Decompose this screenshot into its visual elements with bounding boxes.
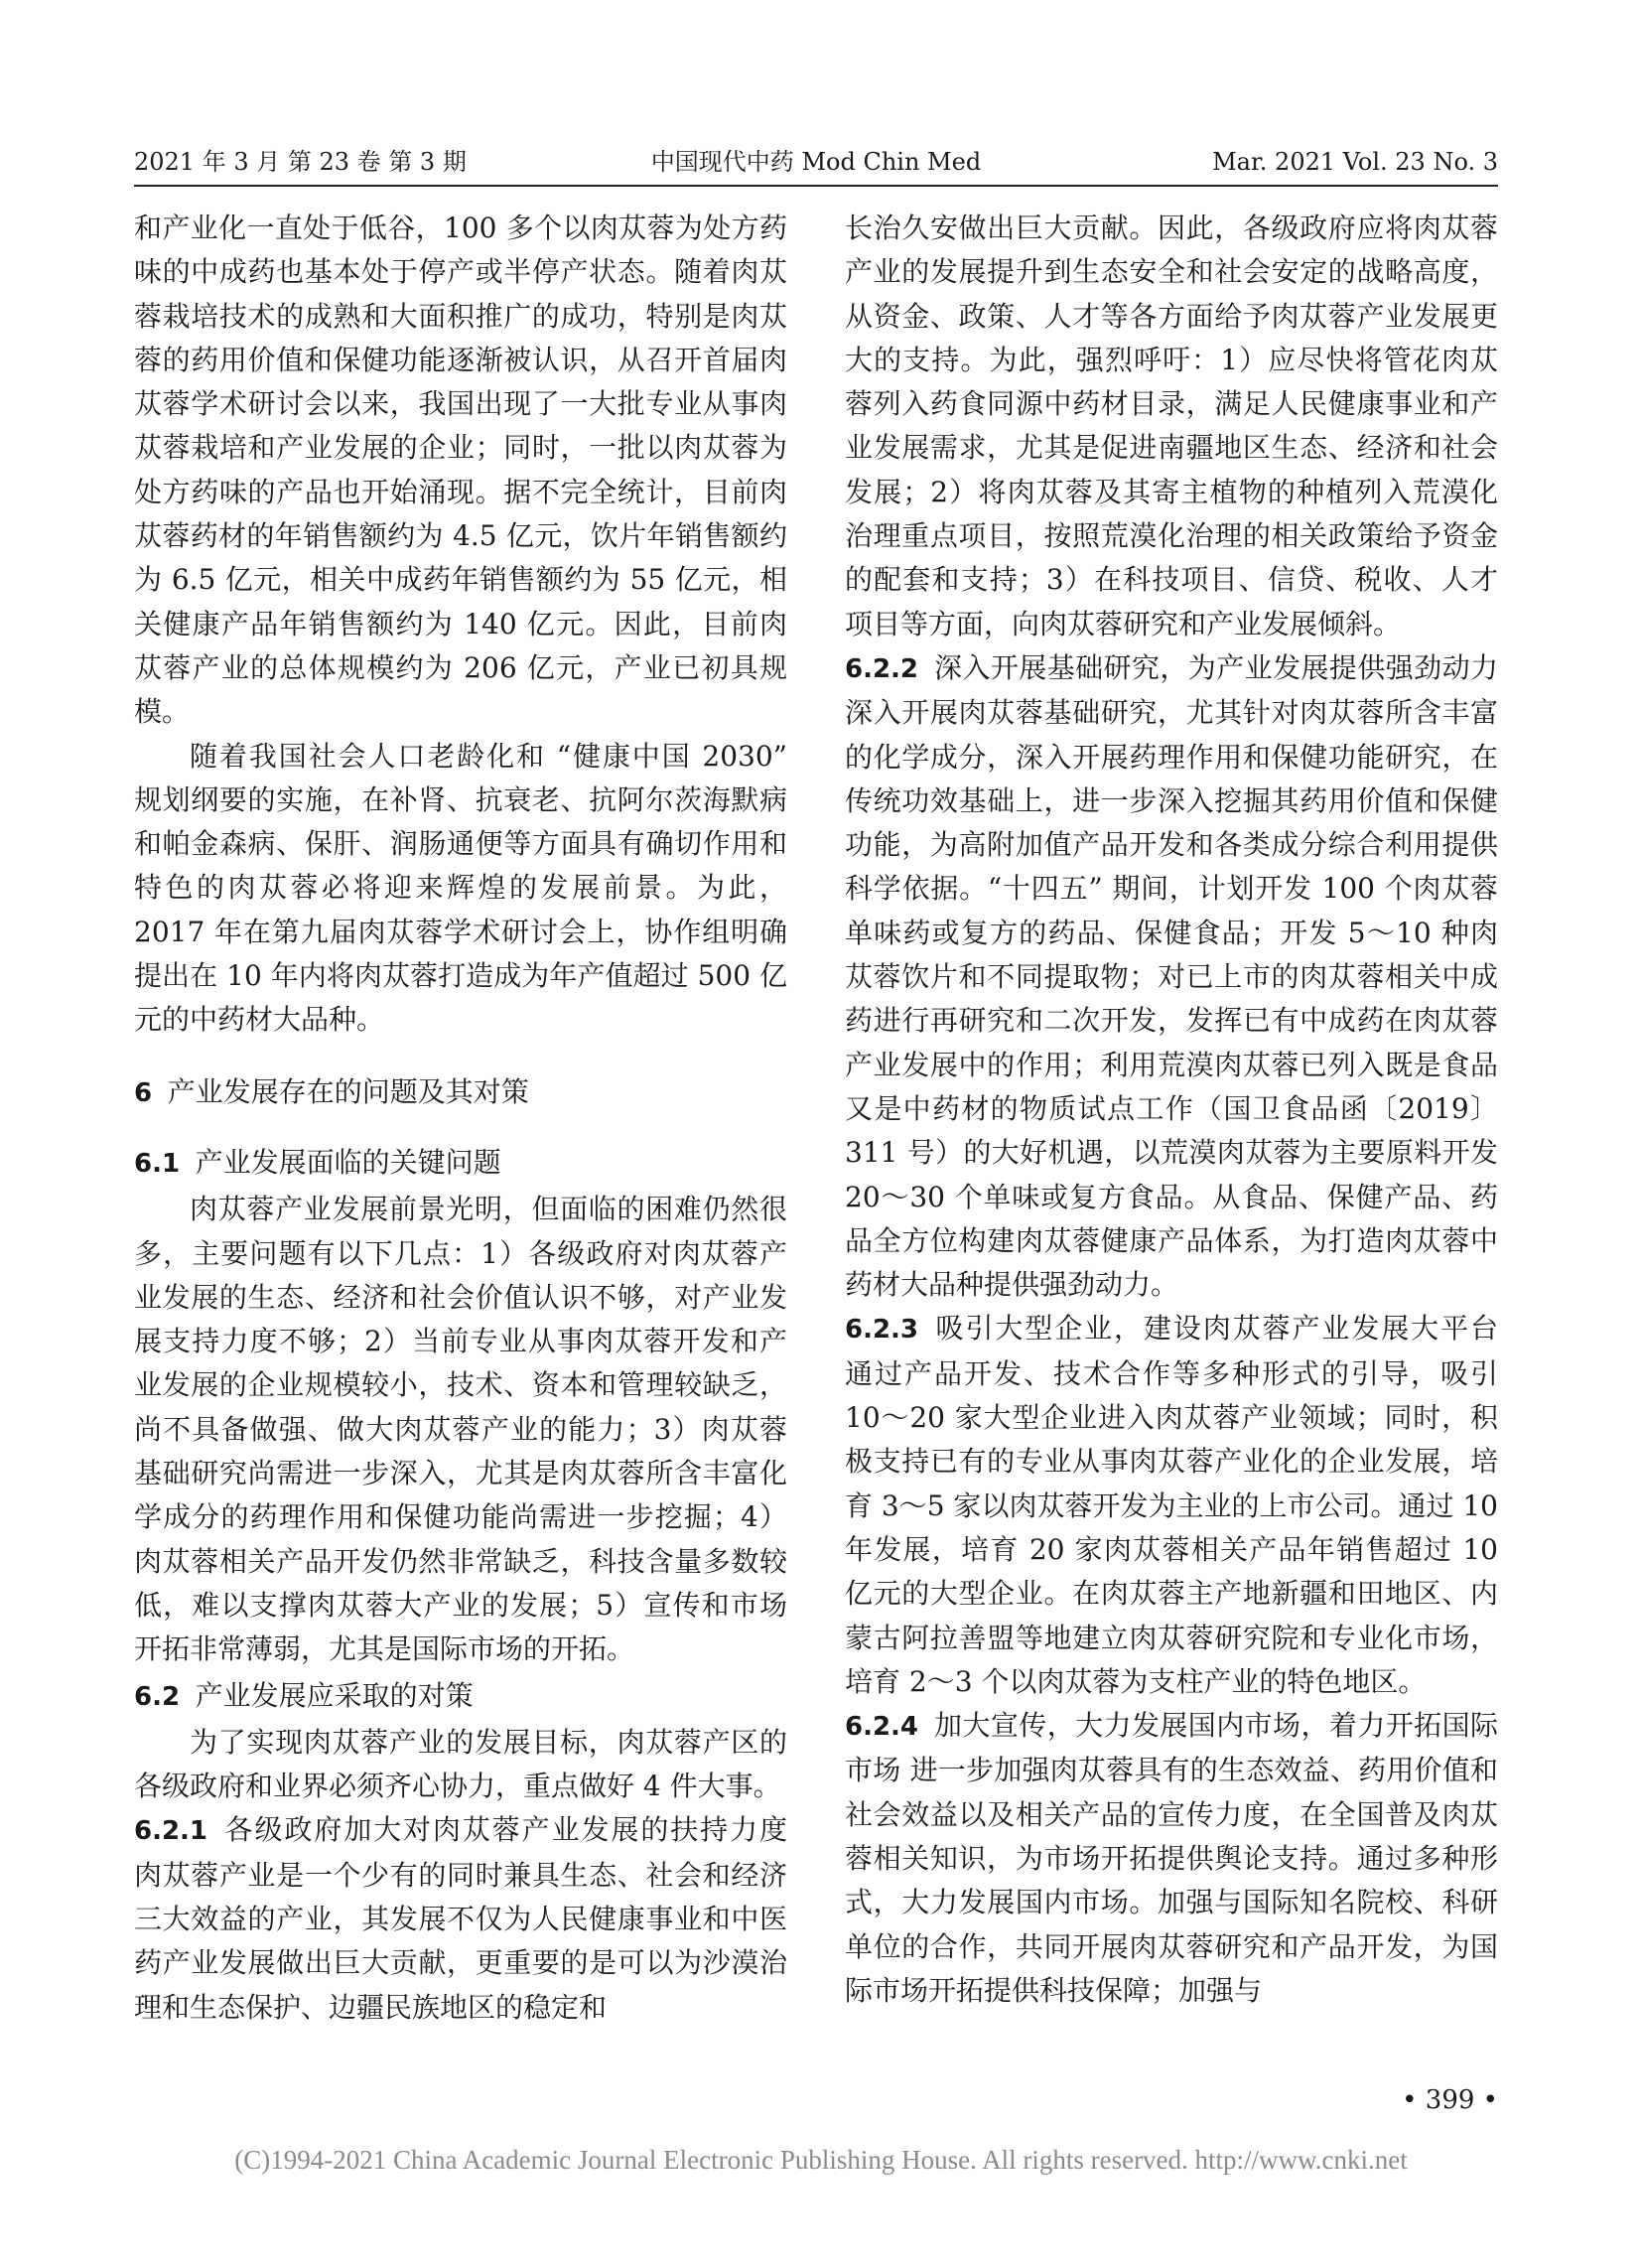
paragraph: 和产业化一直处于低谷，100 多个以肉苁蓉为处方药味的中成药也基本处于停产或半停产状态。随着肉苁蓉栽培技术的成熟和大面积推广的成功，特别是肉苁蓉的药用价值和保健功能逐渐被认识，从召开首届肉苁蓉学术研讨会以来，我国出现了一大批专业从事肉苁蓉栽培和产业发展的企业；同时，一批以肉苁蓉为处方药味的产品也开始涌现。据不完全统计，目前肉苁蓉药材的年销售额约为 4.5 亿元，饮片年销售额约为 6.5 亿元，相关中成药年销售额约为 55 亿元，相关健康产品年销售额约为 140 亿元。因此，目前肉苁蓉产业的总体规模约为 206 亿元，产业已初具规模。 <box>134 212 787 729</box>
subsection-6-2-2 <box>845 646 1498 1307</box>
page-number: • 399 • <box>1402 2085 1498 2115</box>
header-rule <box>134 185 1498 187</box>
section-number: 6.1 <box>134 1148 181 1179</box>
right-column <box>845 207 1498 2039</box>
section-title: 产业发展面临的关键问题 <box>195 1145 501 1179</box>
header-issue-info-en: Mar. 2021 Vol. 23 No. 3 <box>1212 148 1498 176</box>
subsection-number: 6.2.1 <box>134 1816 208 1847</box>
section-title: 产业发展应采取的对策 <box>195 1678 474 1712</box>
header-journal-title: 中国现代中药 Mod Chin Med <box>650 148 982 176</box>
section-number: 6.2 <box>134 1681 181 1712</box>
paragraph: 随着我国社会人口老龄化和 “健康中国 2030” 规划纲要的实施，在补肾、抗衰老、抗阿尔茨海默病和帕金森病、保肝、润肠通便等方面具有确切作用和特色的肉苁蓉必将迎来辉煌的发展前景。为此，2017 年在第九届肉苁蓉学术研讨会上，协作组明确提出在 10 年内将肉苁蓉打造成为年产值超过 500 亿元的中药材大品种。 <box>134 739 787 1037</box>
running-header <box>134 139 1498 185</box>
header-issue-info: 2021 年 3 月 第 23 卷 第 3 期 <box>134 148 467 176</box>
section-heading-6 <box>134 1070 787 1115</box>
paragraph: 肉苁蓉产业发展前景光明，但面临的困难仍然很多，主要问题有以下几点：1）各级政府对肉苁蓉产业发展的生态、经济和社会价值认识不够，对产业发展支持力度不够；2）当前专业从事肉苁蓉开发和产业发展的企业规模较小，技术、资本和管理较缺乏，尚不具备做强、做大肉苁蓉产业的能力；3）肉苁蓉基础研究尚需进一步深入，尤其是肉苁蓉所含丰富化学成分的药理作用和保健功能尚需进一步挖掘；4）肉苁蓉相关产品开发仍然非常缺乏，科技含量多数较低，难以支撑肉苁蓉大产业的发展；5）宣传和市场开拓非常薄弱，尤其是国际市场的开拓。 <box>134 1193 787 1666</box>
subsection-text: 加大宣传，大力发展国内市场，着力开拓国际市场 进一步加强肉苁蓉具有的生态效益、药用价值和社会效益以及相关产品的宣传力度，在全国普及肉苁蓉相关知识，为市场开拓提供舆论支持。通过多种形式，大力发展国内市场。加强与国际知名院校、科研单位的合作，共同开展肉苁蓉研究和产品开发，为国际市场开拓提供科技保障；加强与 <box>845 1709 1498 2007</box>
section-heading-6-2 <box>134 1674 787 1719</box>
subsection-number: 6.2.4 <box>845 1712 919 1743</box>
subsection-6-2-4 <box>845 1704 1498 2013</box>
section-heading-6-1 <box>134 1141 787 1186</box>
section-title: 产业发展存在的问题及其对策 <box>167 1074 529 1108</box>
section-number: 6 <box>134 1077 153 1108</box>
subsection-text: 吸引大型企业，建设肉苁蓉产业发展大平台 通过产品开发、技术合作等多种形式的引导，吸引 10～20 家大型企业进入肉苁蓉产业领域；同时，积极支持已有的专业从事肉苁蓉产业化的企业发展，培育 3～5 家以肉苁蓉开发为主业的上市公司。通过 10 年发展，培育 20 家肉苁蓉相关产品年销售超过 10 亿元的大型企业。在肉苁蓉主产地新疆和田地区、内蒙古阿拉善盟等地建立肉苁蓉研究院和专业化市场，培育 2～3 个以肉苁蓉为支柱产业的特色地区。 <box>845 1312 1498 1698</box>
left-column <box>134 207 787 2039</box>
copyright-footer: (C)1994-2021 China Academic Journal Electronic Publishing House. All rights reserved. http://www.cnki.net <box>234 2145 1408 2175</box>
subsection-text: 深入开展基础研究，为产业发展提供强劲动力 深入开展肉苁蓉基础研究，尤其针对肉苁蓉所含丰富的化学成分，深入开展药理作用和保健功能研究，在传统功效基础上，进一步深入挖掘其药用价值和保健功能，为高附加值产品开发和各类成分综合利用提供科学依据。“十四五” 期间，计划开发 100 个肉苁蓉单味药或复方的药品、保健食品；开发 5～10 种肉苁蓉饮片和不同提取物；对已上市的肉苁蓉相关中成药进行再研究和二次开发，发挥已有中成药在肉苁蓉产业发展中的作用；利用荒漠肉苁蓉已列入既是食品又是中药材的物质试点工作（国卫食品函〔2019〕311 号）的大好机遇，以荒漠肉苁蓉为主要原料开发 20～30 个单味或复方食品。从食品、保健产品、药品全方位构建肉苁蓉健康产品体系，为打造肉苁蓉中药材大品种提供强劲动力。 <box>845 650 1498 1302</box>
paragraph: 为了实现肉苁蓉产业的发展目标，肉苁蓉产区的各级政府和业界必须齐心协力，重点做好 4 件大事。 <box>134 1725 787 1803</box>
paragraph: 长治久安做出巨大贡献。因此，各级政府应将肉苁蓉产业的发展提升到生态安全和社会安定的战略高度，从资金、政策、人才等各方面给予肉苁蓉产业发展更大的支持。为此，强烈呼吁：1）应尽快将管花肉苁蓉列入药食同源中药材目录，满足人民健康事业和产业发展需求，尤其是促进南疆地区生态、经济和社会发展；2）将肉苁蓉及其寄主植物的种植列入荒漠化治理重点项目，按照荒漠化治理的相关政策给予资金的配套和支持；3）在科技项目、信贷、税收、人才项目等方面，向肉苁蓉研究和产业发展倾斜。 <box>845 212 1498 640</box>
subsection-6-2-3 <box>845 1307 1498 1704</box>
subsection-number: 6.2.2 <box>845 653 919 684</box>
subsection-text: 各级政府加大对肉苁蓉产业发展的扶持力度 肉苁蓉产业是一个少有的同时兼具生态、社会和经济三大效益的产业，其发展不仅为人民健康事业和中医药产业发展做出巨大贡献，更重要的是可以为沙漠治理和生态保护、边疆民族地区的稳定和 <box>134 1813 787 2024</box>
subsection-6-2-1 <box>134 1808 787 2029</box>
subsection-number: 6.2.3 <box>845 1315 919 1346</box>
